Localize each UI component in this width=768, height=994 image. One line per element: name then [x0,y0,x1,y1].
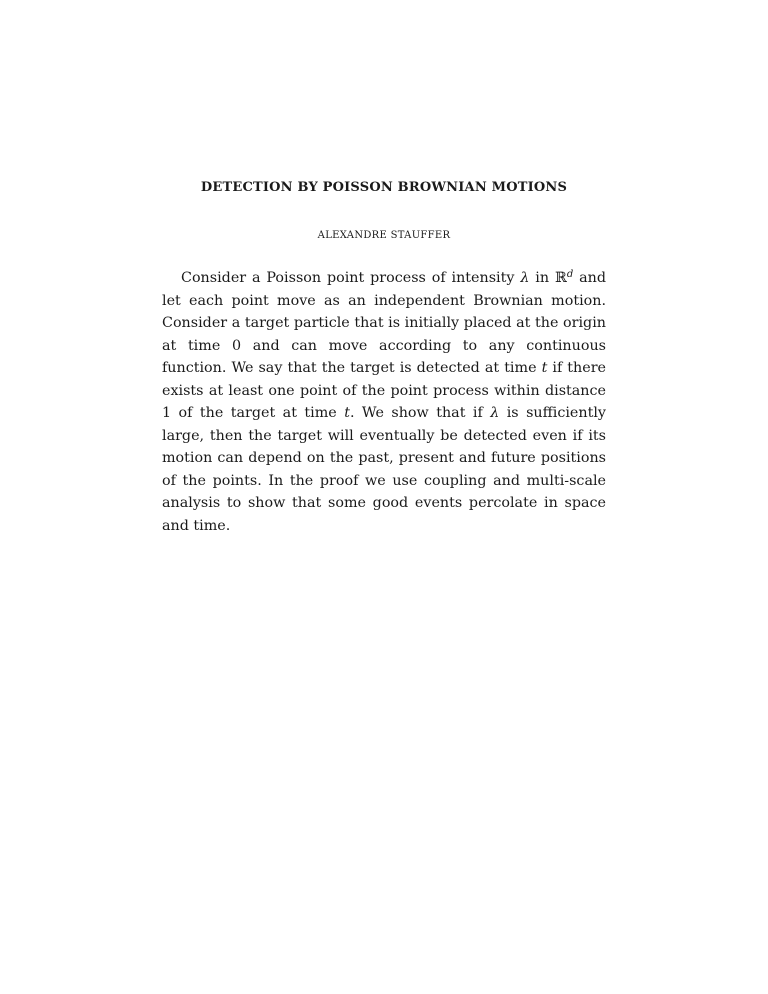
math-t: t [344,405,350,421]
math-lambda: λ [520,270,530,286]
math-reals: ℝ [554,270,567,286]
math-t: t [541,360,548,376]
abstract-text: in [529,270,555,286]
math-lambda: λ [490,405,500,421]
abstract-text: and let each point move as an independent Brownian motion. Consider a target particle that is initially placed at the origin at time 0 and can move according to any continuous function. We say that the target is detected at time [162,270,606,376]
math-dimension: d [566,269,574,280]
abstract-text: is sufficiently large, then the target will eventually be detected even if its motion can depend on the past, present and future positions of the points. In the proof we use coupling and multi-scale analysis to show that some good events percolate in space and time. [162,405,606,534]
abstract-text: . We show that if [349,405,491,421]
paper-title: DETECTION BY POISSON BROWNIAN MOTIONS [200,180,568,195]
abstract-text: if there exists at least one point of the point process within distance 1 of the target at time [162,360,606,421]
abstract-text: Consider a Poisson point process of intensity [181,270,521,286]
abstract [162,267,606,537]
author-name: ALEXANDRE STAUFFER [317,230,451,241]
